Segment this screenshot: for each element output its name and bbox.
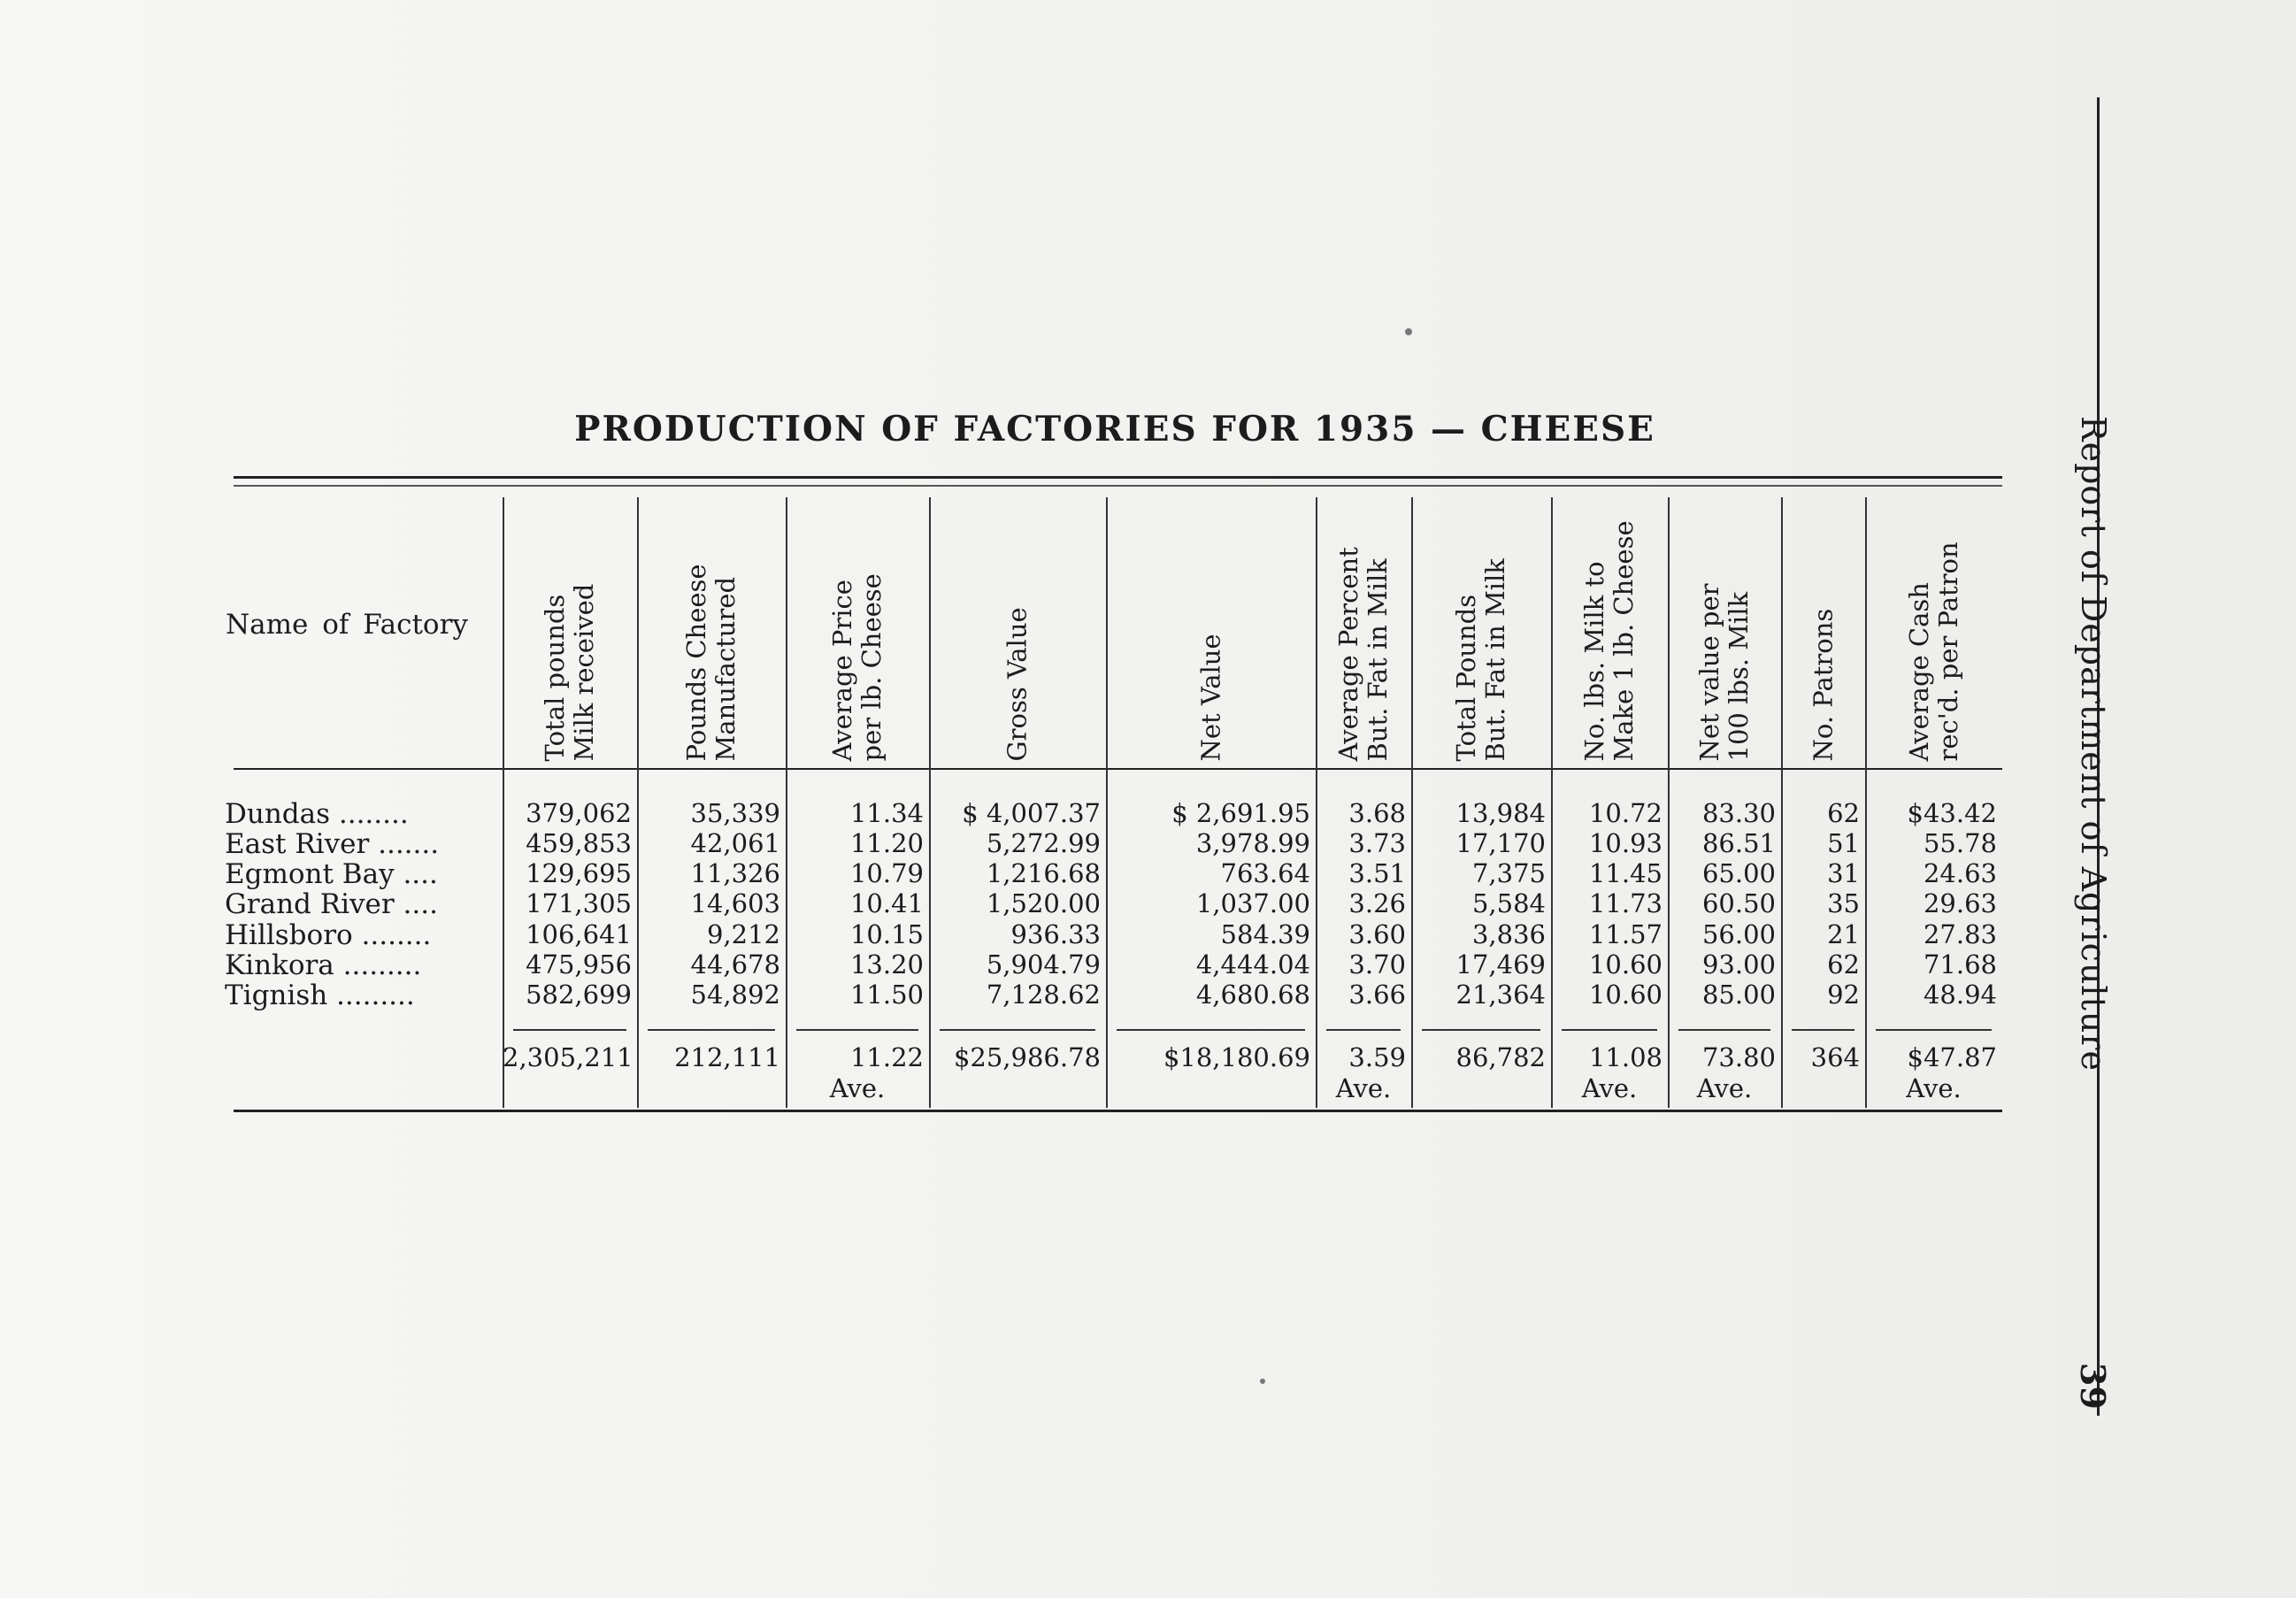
- table-cell: 11.57: [1588, 919, 1662, 949]
- column-header-line: Gross Value: [1002, 606, 1033, 761]
- table-bottom-rule: [234, 1110, 2002, 1112]
- page-title: PRODUCTION OF FACTORIES FOR 1935 — CHEESE: [574, 409, 1655, 449]
- table-cell: 27.83: [1923, 919, 1997, 949]
- table-cell: 11.34: [849, 798, 924, 828]
- average-label: Ave.: [1906, 1073, 1962, 1103]
- running-header: Report of Department of Agriculture: [2074, 416, 2113, 1072]
- table-cell: 475,956: [526, 949, 632, 980]
- column-header-line: Net value per: [1694, 582, 1724, 761]
- total-rule: [1876, 1029, 1992, 1031]
- total-cell: 3.59: [1348, 1042, 1406, 1072]
- factory-name: Tignish .........: [225, 980, 415, 1011]
- column-header-line: Pounds Cheese: [681, 563, 711, 761]
- table-cell: 3.66: [1348, 980, 1406, 1010]
- total-cell: 2,305,211: [503, 1042, 634, 1072]
- table-cell: 83.30: [1701, 798, 1776, 828]
- total-cell: 212,111: [674, 1042, 780, 1072]
- column-header: [1411, 509, 1551, 761]
- total-cell: 11.08: [1588, 1042, 1662, 1072]
- table-cell: 584.39: [1220, 919, 1310, 949]
- table-cell: 10.15: [849, 919, 924, 949]
- factory-name: Kinkora .........: [225, 949, 422, 981]
- table-cell: 5,272.99: [986, 828, 1101, 858]
- table-cell: 3.68: [1348, 798, 1406, 828]
- table-cell: 936.33: [1010, 919, 1101, 949]
- table-cell: 4,680.68: [1195, 980, 1310, 1010]
- table-cell: 3.26: [1348, 888, 1406, 918]
- factory-name: Egmont Bay ....: [225, 858, 438, 890]
- total-cell: $25,986.78: [953, 1042, 1101, 1072]
- table-cell: 65.00: [1701, 858, 1776, 888]
- table-cell: 3.51: [1348, 858, 1406, 888]
- table-cell: 85.00: [1701, 980, 1776, 1010]
- total-rule: [1562, 1029, 1657, 1031]
- table-cell: 24.63: [1923, 858, 1997, 888]
- column-header-line: 100 lbs. Milk: [1724, 591, 1754, 761]
- column-header-line: No. lbs. Milk to: [1579, 560, 1609, 761]
- column-header-line: Net Value: [1195, 633, 1225, 761]
- table-cell: 62: [1827, 798, 1860, 828]
- table-cell: 62: [1827, 949, 1860, 980]
- column-header-line: Make 1 lb. Cheese: [1609, 519, 1639, 761]
- column-header: [929, 509, 1106, 761]
- total-rule: [648, 1029, 775, 1031]
- table-cell: 93.00: [1701, 949, 1776, 980]
- table-top-rule: [234, 476, 2002, 479]
- table-cell: 11.20: [849, 828, 924, 858]
- table-cell: 48.94: [1923, 980, 1997, 1010]
- total-cell: 86,782: [1455, 1042, 1546, 1072]
- header-divider: [234, 768, 2002, 770]
- column-header-line: Average Price: [827, 579, 857, 761]
- column-header: [786, 509, 929, 761]
- table-cell: 1,037.00: [1195, 888, 1310, 918]
- column-header-line: But. Fat in Milk: [1363, 557, 1393, 761]
- table-cell: 3.60: [1348, 919, 1406, 949]
- table-cell: 3.70: [1348, 949, 1406, 980]
- table-cell: 10.79: [849, 858, 924, 888]
- column-header: [637, 509, 786, 761]
- column-header: [1316, 509, 1411, 761]
- table-cell: 42,061: [690, 828, 780, 858]
- table-cell: 1,520.00: [986, 888, 1101, 918]
- table-cell: 10.60: [1588, 980, 1662, 1010]
- factory-name: Dundas ........: [225, 798, 409, 830]
- table-cell: 21: [1827, 919, 1860, 949]
- total-rule: [1117, 1029, 1305, 1031]
- factory-name: Grand River ....: [225, 888, 438, 920]
- table-cell: 9,212: [706, 919, 780, 949]
- total-rule: [940, 1029, 1095, 1031]
- column-header: [1106, 509, 1316, 761]
- table-cell: $43.42: [1907, 798, 1997, 828]
- table-cell: 10.60: [1588, 949, 1662, 980]
- table-cell: 35,339: [690, 798, 780, 828]
- total-cell: $47.87: [1907, 1042, 1997, 1072]
- table-cell: $ 4,007.37: [962, 798, 1101, 828]
- column-header: [1865, 509, 2002, 761]
- total-rule: [1792, 1029, 1854, 1031]
- total-cell: 364: [1810, 1042, 1860, 1072]
- column-header: [1551, 509, 1668, 761]
- average-label: Ave.: [1581, 1073, 1638, 1103]
- table-cell: 582,699: [526, 980, 632, 1010]
- table-cell: 3,978.99: [1195, 828, 1310, 858]
- total-rule: [796, 1029, 918, 1031]
- table-cell: 4,444.04: [1195, 949, 1310, 980]
- column-header-line: Average Cash: [1903, 581, 1934, 761]
- column-header-line: No. Patrons: [1808, 608, 1838, 761]
- factory-name: Hillsboro ........: [225, 919, 432, 951]
- table-cell: 171,305: [526, 888, 632, 918]
- table-cell: 129,695: [526, 858, 632, 888]
- table-cell: 3.73: [1348, 828, 1406, 858]
- table-cell: 7,128.62: [986, 980, 1101, 1010]
- table-cell: 35: [1827, 888, 1860, 918]
- table-cell: 14,603: [690, 888, 780, 918]
- column-header-line: Average Percent: [1333, 546, 1363, 761]
- column-header-line: Manufactured: [710, 576, 741, 761]
- table-cell: 7,375: [1471, 858, 1546, 888]
- total-rule: [1678, 1029, 1770, 1031]
- table-cell: 56.00: [1701, 919, 1776, 949]
- table-cell: 17,170: [1455, 828, 1546, 858]
- total-rule: [1326, 1029, 1401, 1031]
- table-cell: 13.20: [849, 949, 924, 980]
- column-header-line: rec'd. per Patron: [1932, 541, 1963, 761]
- table-top-rule-thin: [234, 485, 2002, 487]
- table-cell: 86.51: [1701, 828, 1776, 858]
- table-cell: $ 2,691.95: [1171, 798, 1310, 828]
- average-label: Ave.: [1696, 1073, 1753, 1103]
- table-cell: 60.50: [1701, 888, 1776, 918]
- table-cell: 31: [1827, 858, 1860, 888]
- table-cell: 71.68: [1923, 949, 1997, 980]
- table-cell: 55.78: [1923, 828, 1997, 858]
- table-cell: 44,678: [690, 949, 780, 980]
- table-cell: 10.41: [849, 888, 924, 918]
- table-cell: 379,062: [526, 798, 632, 828]
- table-cell: 11.73: [1588, 888, 1662, 918]
- total-rule: [1422, 1029, 1540, 1031]
- table-cell: 11.45: [1588, 858, 1662, 888]
- table-cell: 11.50: [849, 980, 924, 1010]
- total-cell: $18,180.69: [1163, 1042, 1310, 1072]
- print-speck: [1260, 1379, 1265, 1384]
- table-cell: 763.64: [1220, 858, 1310, 888]
- column-header-line: But. Fat in Milk: [1480, 557, 1510, 761]
- total-cell: 11.22: [849, 1042, 924, 1072]
- column-header: [503, 509, 637, 761]
- table-cell: 1,216.68: [986, 858, 1101, 888]
- table-cell: 3,836: [1471, 919, 1546, 949]
- total-cell: 73.80: [1701, 1042, 1776, 1072]
- table-cell: 17,469: [1455, 949, 1546, 980]
- table-cell: 13,984: [1455, 798, 1546, 828]
- column-header-line: Total Pounds: [1451, 594, 1481, 761]
- factory-name: East River .......: [225, 828, 440, 860]
- table-cell: 51: [1827, 828, 1860, 858]
- column-header: [1781, 509, 1865, 761]
- print-speck: [1405, 328, 1412, 335]
- column-header-line: per lb. Cheese: [856, 572, 887, 761]
- table-cell: 54,892: [690, 980, 780, 1010]
- table-cell: 459,853: [526, 828, 632, 858]
- column-header-line: Total pounds: [540, 594, 570, 761]
- column-header-line: Milk received: [569, 583, 599, 761]
- page-number: 39: [2073, 1363, 2113, 1410]
- total-rule: [513, 1029, 626, 1031]
- table-cell: 106,641: [526, 919, 632, 949]
- table-cell: 92: [1827, 980, 1860, 1010]
- table-cell: 10.93: [1588, 828, 1662, 858]
- table-cell: 29.63: [1923, 888, 1997, 918]
- table-cell: 5,904.79: [986, 949, 1101, 980]
- table-cell: 5,584: [1471, 888, 1546, 918]
- table-cell: 11,326: [690, 858, 780, 888]
- name-of-factory-header: Name of Factory: [226, 609, 468, 641]
- average-label: Ave.: [1335, 1073, 1392, 1103]
- table-cell: 21,364: [1455, 980, 1546, 1010]
- table-cell: 10.72: [1588, 798, 1662, 828]
- average-label: Ave.: [829, 1073, 886, 1103]
- column-header: [1668, 509, 1781, 761]
